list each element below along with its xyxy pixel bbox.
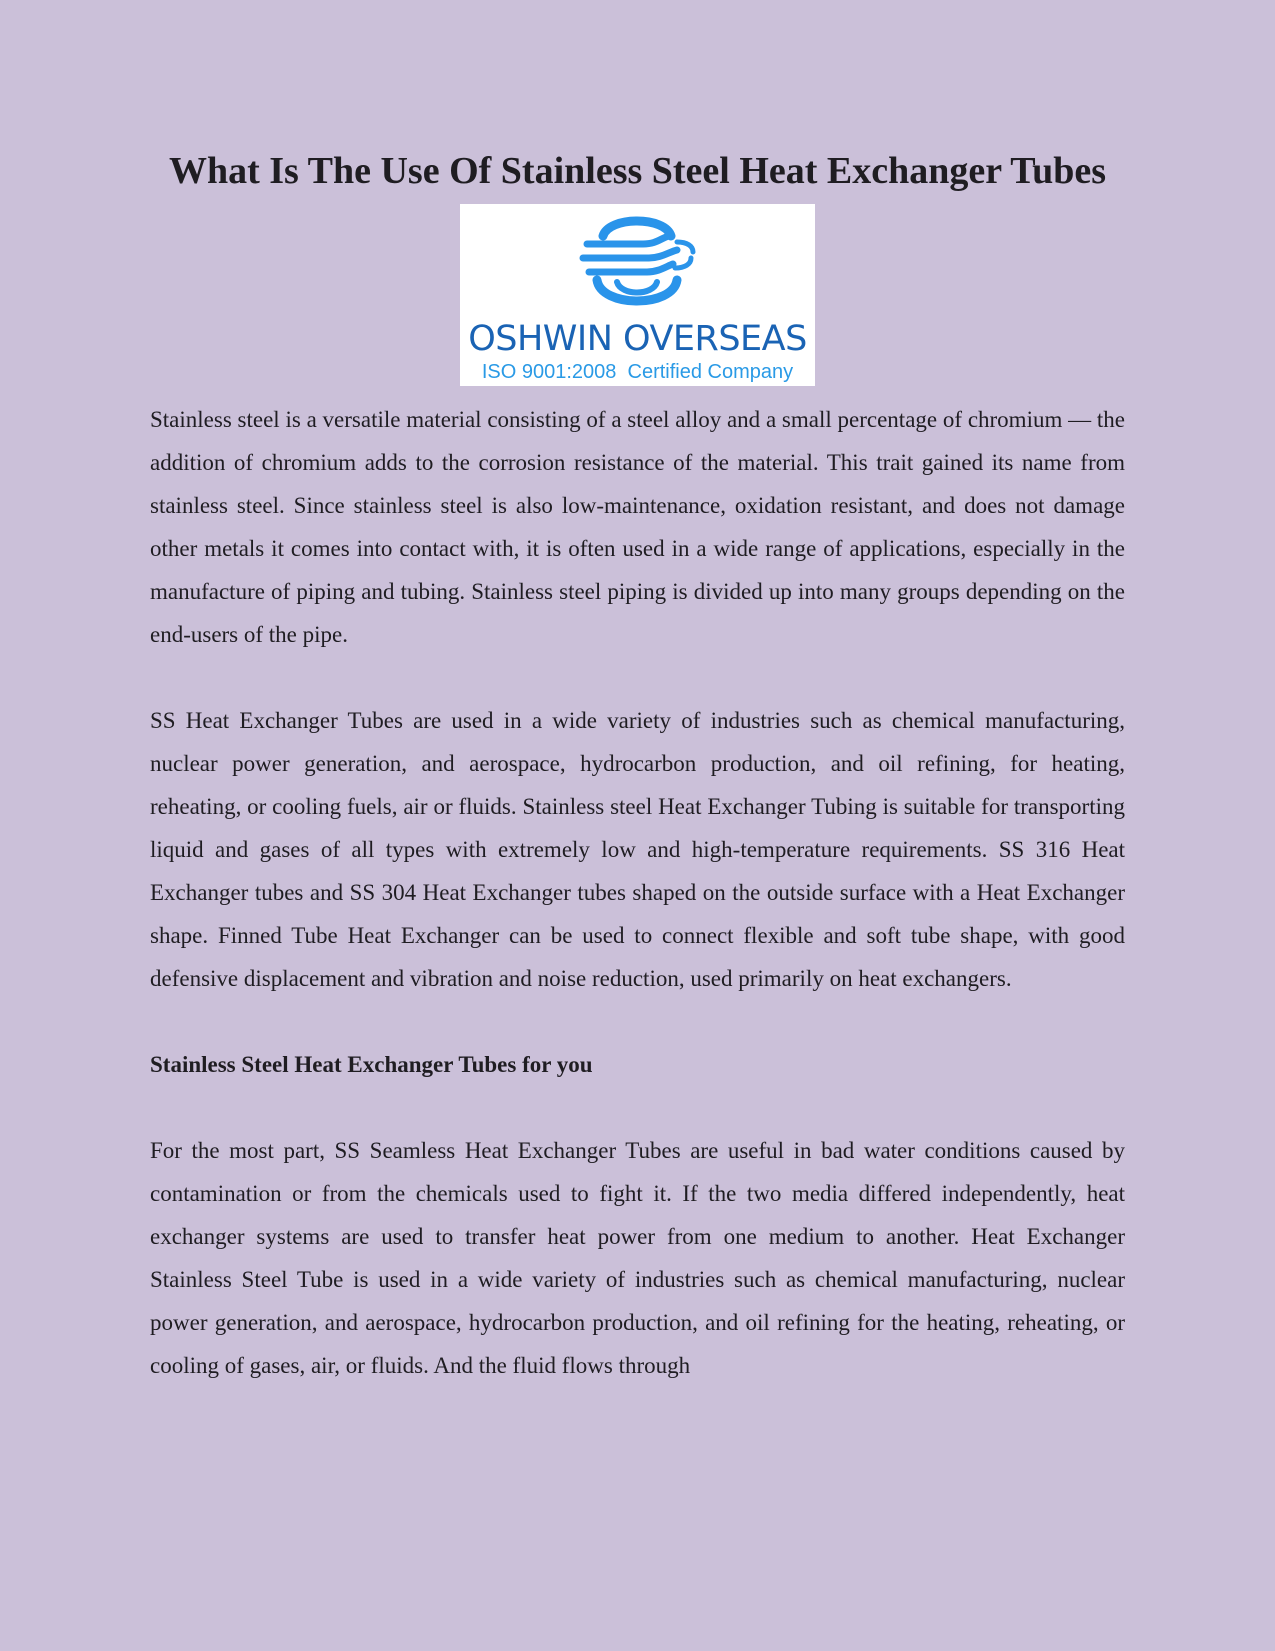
document-title: What Is The Use Of Stainless Steel Heat Exchanger Tubes xyxy=(168,150,1107,192)
paragraph-seamless: For the most part, SS Seamless Heat Exchanger Tubes are useful in bad water conditions caused by contamination or from the chemicals used to fight it. If the two media differed independently, heat exchanger systems are used to transfer heat power from one medium to another. Heat Exchanger Stainless Steel Tube is used in a wide variety of industries such as chemical manufacturing, nuclear power generation, and aerospace, hydrocarbon production, and oil refining for the heating, reheating, or cooling of gases, air, or fluids. And the fluid flows through xyxy=(150,1138,1125,1378)
company-logo xyxy=(460,204,815,386)
oshwin-emblem-icon xyxy=(565,206,710,318)
logo-company-name: OSHWIN OVERSEAS xyxy=(468,319,807,359)
paragraph-intro: Stainless steel is a versatile material consisting of a steel alloy and a small percentage of chromium — the addition of chromium adds to the corrosion resistance of the material. This trait gained its name from stainless steel. Since stainless steel is also low-maintenance, oxidation resistant, and does not damage other metals it comes into contact with, it is often used in a wide range of applications, especially in the manufacture of piping and tubing. Stainless steel piping is divided up into many groups depending on the end-users of the pipe. xyxy=(150,407,1125,647)
section-subheading: Stainless Steel Heat Exchanger Tubes for you xyxy=(150,1052,593,1077)
paragraph-uses: SS Heat Exchanger Tubes are used in a wide variety of industries such as chemical manufacturing, nuclear power generation, and aerospace, hydrocarbon production, and oil refining, for heating, reheating, or cooling fuels, air or fluids. Stainless steel Heat Exchanger Tubing is suitable for transporting liquid and gases of all types with extremely low and high-temperature requirements. SS 316 Heat Exchanger tubes and SS 304 Heat Exchanger tubes shaped on the outside surface with a Heat Exchanger shape. Finned Tube Heat Exchanger can be used to connect flexible and soft tube shape, with good defensive displacement and vibration and noise reduction, used primarily on heat exchangers. xyxy=(150,708,1125,991)
logo-tagline: ISO 9001:2008 Certified Company xyxy=(481,361,794,383)
document-page xyxy=(150,148,1125,1387)
